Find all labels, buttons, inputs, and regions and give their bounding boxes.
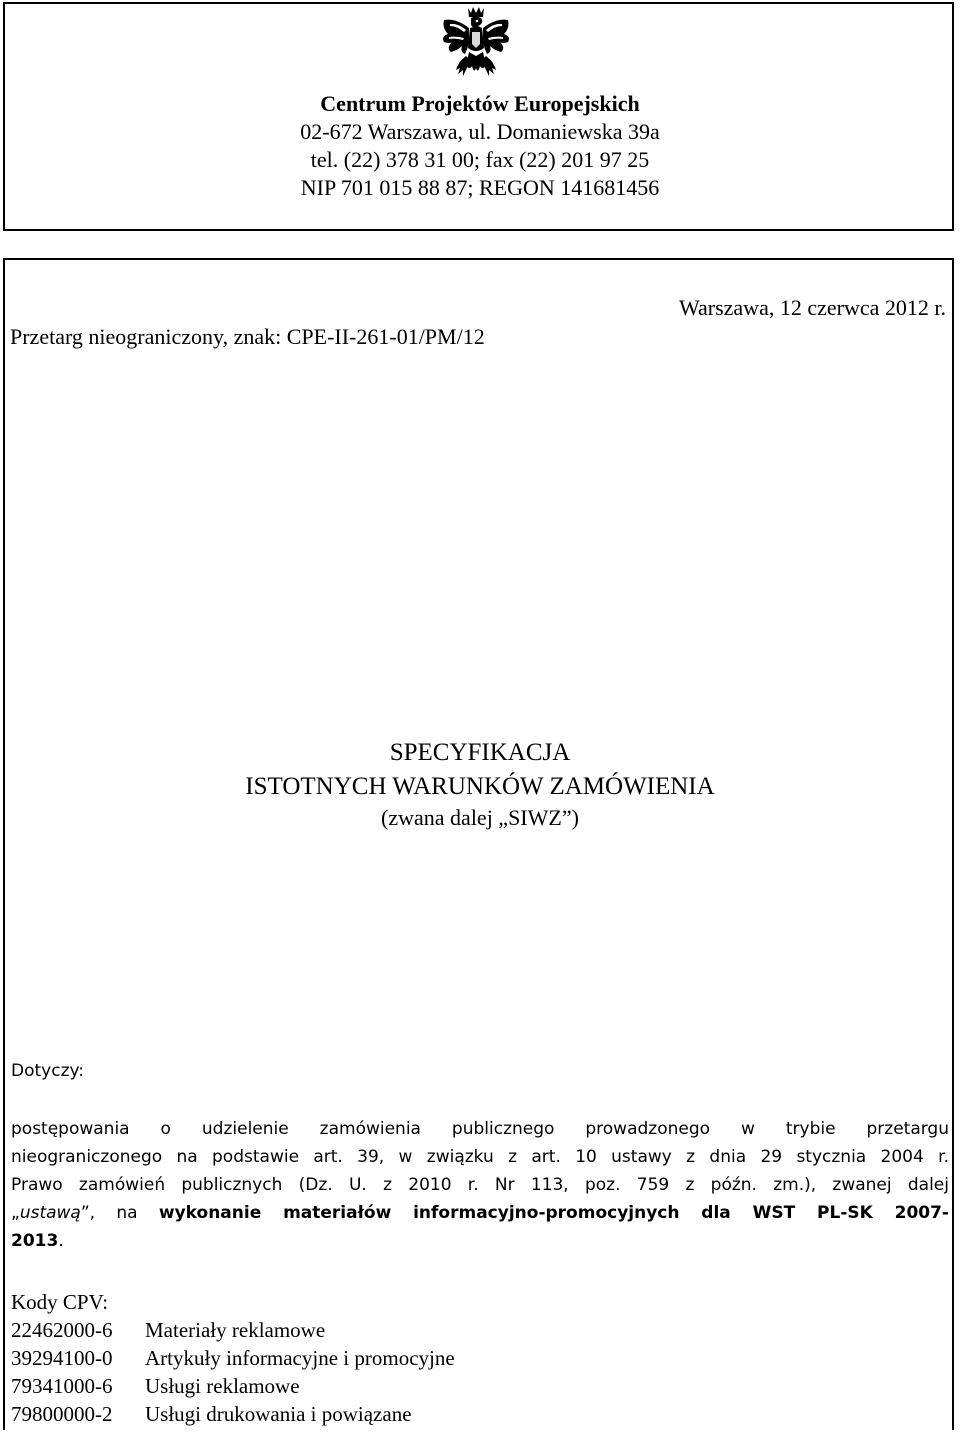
ustawa-term: ustawą — [19, 1203, 81, 1223]
subject-title-part1: wykonanie materiałów informacyjno-promocyjnych dla WST PL-SK 2007- — [158, 1203, 949, 1223]
quote-open: „ — [11, 1203, 20, 1223]
subject-label: Dotyczy: — [11, 1061, 85, 1081]
institution-address: 02-672 Warszawa, ul. Domaniewska 39a — [300, 119, 660, 144]
cpv-code: 22462000-6 — [11, 1318, 113, 1342]
subject-title-part2: 2013 — [11, 1231, 59, 1251]
cpv-name: Usługi reklamowe — [145, 1374, 300, 1398]
subject-text-line4 — [11, 1200, 949, 1227]
subject-text-line5 — [11, 1228, 949, 1255]
institution-phone-fax: tel. (22) 378 31 00; fax (22) 201 97 25 — [310, 147, 650, 172]
place-date: Warszawa, 12 czerwca 2012 r. — [679, 295, 946, 320]
institution-nip-regon: NIP 701 015 88 87; REGON 141681456 — [300, 175, 660, 200]
cpv-label: Kody CPV: — [11, 1290, 109, 1314]
list-item — [11, 1400, 412, 1428]
subject-text-line3: Prawo zamówień publicznych (Dz. U. z 2010 r. Nr 113, poz. 759 z późn. zm.), zwanej dalej — [11, 1175, 949, 1195]
polish-eagle-emblem-icon — [438, 4, 514, 90]
subject-text-line2: nieograniczonego na podstawie art. 39, w związku z art. 10 ustawy z dnia 29 stycznia 2004 r. — [11, 1147, 949, 1167]
list-item — [11, 1344, 455, 1372]
cpv-name: Artykuły informacyjne i promocyjne — [145, 1346, 455, 1370]
cpv-code: 79800000-2 — [11, 1402, 113, 1426]
subject-text-line1: postępowania o udzielenie zamówienia publicznego prowadzonego w trybie przetargu — [11, 1119, 949, 1139]
subject-connector: ”, na — [80, 1203, 159, 1223]
cpv-name: Usługi drukowania i powiązane — [145, 1402, 412, 1426]
document-title-abbrev: (zwana dalej „SIWZ”) — [381, 805, 579, 830]
tender-reference: Przetarg nieograniczony, znak: CPE-II-261-01/PM/12 — [10, 324, 485, 349]
cpv-code: 79341000-6 — [11, 1374, 113, 1398]
list-item — [11, 1316, 325, 1344]
institution-name: Centrum Projektów Europejskich — [320, 91, 640, 116]
document-title-line2: ISTOTNYCH WARUNKÓW ZAMÓWIENIA — [245, 773, 715, 800]
cpv-code: 39294100-0 — [11, 1346, 113, 1370]
document-title-line1: SPECYFIKACJA — [389, 739, 571, 766]
list-item — [11, 1372, 300, 1400]
subject-end: . — [58, 1231, 64, 1251]
cpv-name: Materiały reklamowe — [145, 1318, 326, 1342]
